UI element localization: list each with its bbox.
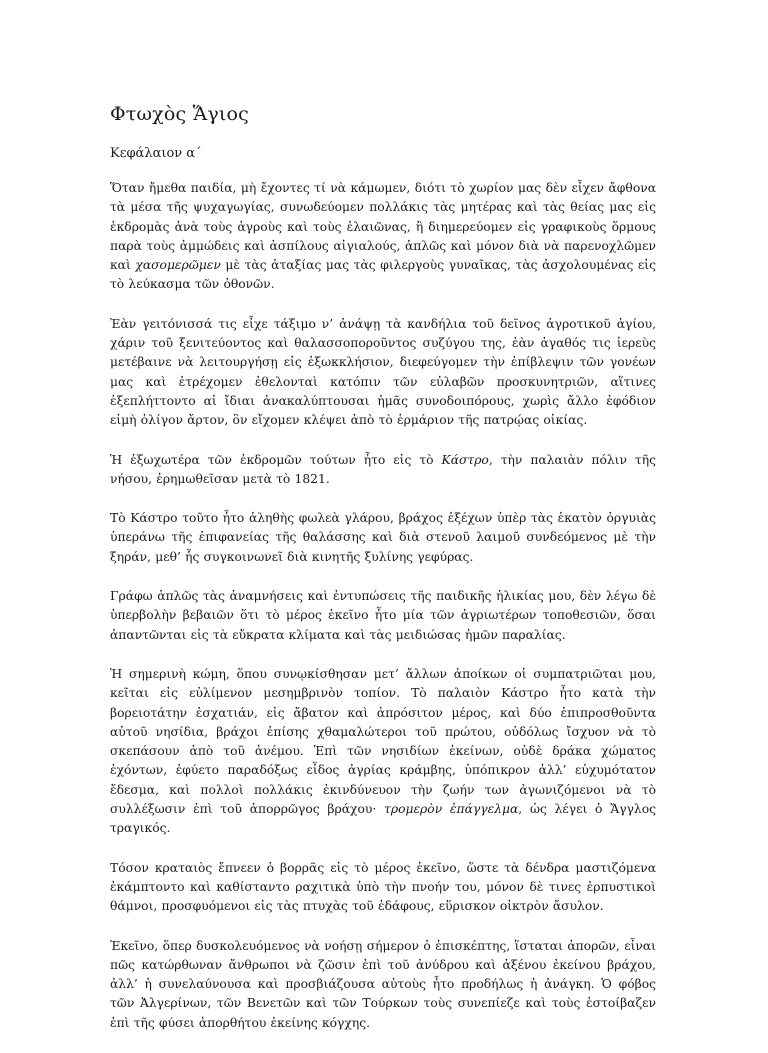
italic-phrase: χασομερῶμεν	[135, 258, 221, 273]
paragraph: Ἡ ἐξωχωτέρα τῶν ἐκδρομῶν τούτων ἦτο εἰς τὸ Κάστρο, τὴν παλαιὰν πόλιν τῆς νήσου, ἐρημωθεῖσαν μετὰ τὸ 1821.	[110, 452, 656, 486]
paragraph: Ὅταν ἤμεθα παιδία, μὴ ἔχοντες τί νὰ κάμωμεν, διότι τὸ χωρίον μας δὲν εἶχεν ἄφθονα τὰ μέσα τῆς ψυχαγωγίας, συνωδεύομεν πολλάκις τὰς μητέρας καὶ τὰς θείας μας εἰς ἐκδρομὰς ἀνὰ τοὺς ἀγροὺς καὶ τοὺς ἐλαιῶνας, ἢ διημερεύομεν εἰς γραφικοὺς ὅρμους παρὰ τοὺς ἀμμώδεις καὶ ἀσπίλους αἰγιαλούς, ἁπλῶς καὶ μόνον διὰ νὰ παρενοχλῶμεν καὶ χασομερῶμεν μὲ τὰς ἀταξίας μας τὰς φιλεργοὺς γυναῖκας, τὰς ἀσχολουμένας εἰς τὸ λεύκασμα τῶν ὀθονῶν.	[110, 181, 656, 292]
paragraph: Ἡ σημερινὴ κώμη, ὅπου συνῳκίσθησαν μετ’ ἄλλων ἀποίκων οἱ συμπατριῶται μου, κεῖται εἰς εὐλίμενον μεσημβρινὸν τοπίον. Τὸ παλαιὸν Κάστρο ἦτο κατὰ τὴν βορειοτάτην ἐσχατιάν, εἰς ἄβατον καὶ ἀπρόσιτον μέρος, καὶ δύο ἐπιπροσθοῦντα αὐτοῦ νησίδια, βράχοι ἐπίσης χθαμαλώτεροι τοῦ πρώτου, οὐδόλως ἴσχυον νὰ τὸ σκεπάσουν ἀπὸ τοῦ ἀνέμου. Ἐπὶ τῶν νησιδίων ἐκείνων, οὐδὲ δράκα χώματος ἐχόντων, ἐφύετο παραδόξως εἶδος ἀγρίας κράμβης, ὑπόπικρον ἀλλ’ εὐχυμότατον ἔδεσμα, καὶ πολλοὶ πολλάκις ἐκινδύνευον τὴν ζωήν των ἀγωνιζόμενοι νὰ τὸ συλλέξωσιν ἐπὶ τοῦ ἀπορρῶγος βράχου· τρομερὸν ἐπάγγελμα, ὡς λέγει ὁ Ἄγγλος τραγικός.	[110, 666, 657, 836]
paragraph: Ἐὰν γειτόνισσά τις εἶχε τάξιμο ν’ ἀνάψῃ τὰ κανδήλια τοῦ δεῖνος ἀγροτικοῦ ἁγίου, χάριν τοῦ ξενιτεύοντος καὶ θαλασσοποροῦντος συζύγου της, ἐὰν ἀγαθός τις ἱερεὺς μετέβαινε νὰ λειτουργήσῃ εἰς ἐξωκκλήσιον, διεφεύγομεν τὴν ἐπίβλεψιν τῶν γονέων μας καὶ ἐτρέχομεν ἐθελονταὶ κατόπιν τῶν εὐλαβῶν προσκυνητριῶν, αἵτινες ἐξεπλήττοντο αἰ ἴδιαι ἀνακαλύπτουσαι ἡμᾶς συνοδοιπόρους, χωρὶς ἄλλο ἐφόδιον εἰμὴ ὀλίγον ἄρτον, ὃν εἴχομεν κλέψει ἀπὸ τὸ ἑρμάριον τῆς πατρῴας οἰκίας.	[110, 316, 656, 428]
italic-phrase: Κάστρο	[441, 452, 489, 467]
chapter-heading: Κεφάλαιον α΄	[110, 146, 202, 161]
italic-phrase: τρομερὸν ἐπάγγελμα	[384, 802, 519, 817]
paragraph: Τόσον κραταιὸς ἔπνεεν ὁ βορρᾶς εἰς τὸ μέρος ἐκεῖνο, ὥστε τὰ δένδρα μαστιζόμενα ἐκάμπτοντο καὶ καθίσταντο ραχιτικὰ ὑπὸ τὴν πνοήν του, μόνον δὲ τινες ἐρπυστικοὶ θάμνοι, προσφυόμενοι εἰς τὰς πτυχὰς τοῦ ἐδάφους, εὕρισκον οἰκτρὸν ἄσυλον.	[110, 860, 656, 914]
document-title: Φτωχὸς Ἅγιος	[110, 103, 249, 125]
paragraph: Τὸ Κάστρο τοῦτο ἦτο ἀληθὴς φωλεὰ γλάρου, βράχος ἐξέχων ὑπὲρ τὰς ἑκατὸν ὀργυιὰς ὑπεράνω τῆς ἐπιφανείας τῆς θαλάσσης καὶ διὰ στενοῦ λαιμοῦ συνδεόμενος μὲ τὴν ξηράν, μεθ’ ἧς συγκοινωνεῖ διὰ κινητῆς ξυλίνης γεφύρας.	[110, 511, 656, 564]
paragraph: Ἐκεῖνο, ὅπερ δυσκολευόμενος νὰ νοήσῃ σήμερον ὁ ἐπισκέπτης, ἵσταται ἀπορῶν, εἶναι πῶς κατώρθωναν ἄνθρωποι νὰ ζῶσιν ἐπὶ τοῦ ἀνύδρου καὶ ἀξένου ἐκείνου βράχου, ἀλλ’ ἡ συνελαύνουσα καὶ προσβιάζουσα αὐτοὺς ἦτο προδήλως ἡ ἀνάγκη. Ὁ φόβος τῶν Ἀλγερίνων, τῶν Βενετῶν καὶ τῶν Τούρκων τοὺς συνεπίεζε καὶ τοὺς ἐστοίβαζεν ἐπὶ τῆς φύσει ἀπορθήτου ἐκείνης κόγχης.	[110, 938, 656, 1030]
document-body	[110, 179, 656, 1053]
paragraph: Γράφω ἁπλῶς τὰς ἀναμνήσεις καὶ ἐντυπώσεις τῆς παιδικῆς ἡλικίας μου, δὲν λέγω δὲ ὑπερβολὴν βεβαιῶν ὅτι τὸ μέρος ἐκεῖνο ἦτο μία τῶν ἀγριωτέρων τοποθεσιῶν, ὅσαι ἀπαντῶνται εἰς τὰ εὔκρατα κλίματα καὶ τὰς μειδιώσας ἡμῶν παραλίας.	[110, 589, 656, 642]
